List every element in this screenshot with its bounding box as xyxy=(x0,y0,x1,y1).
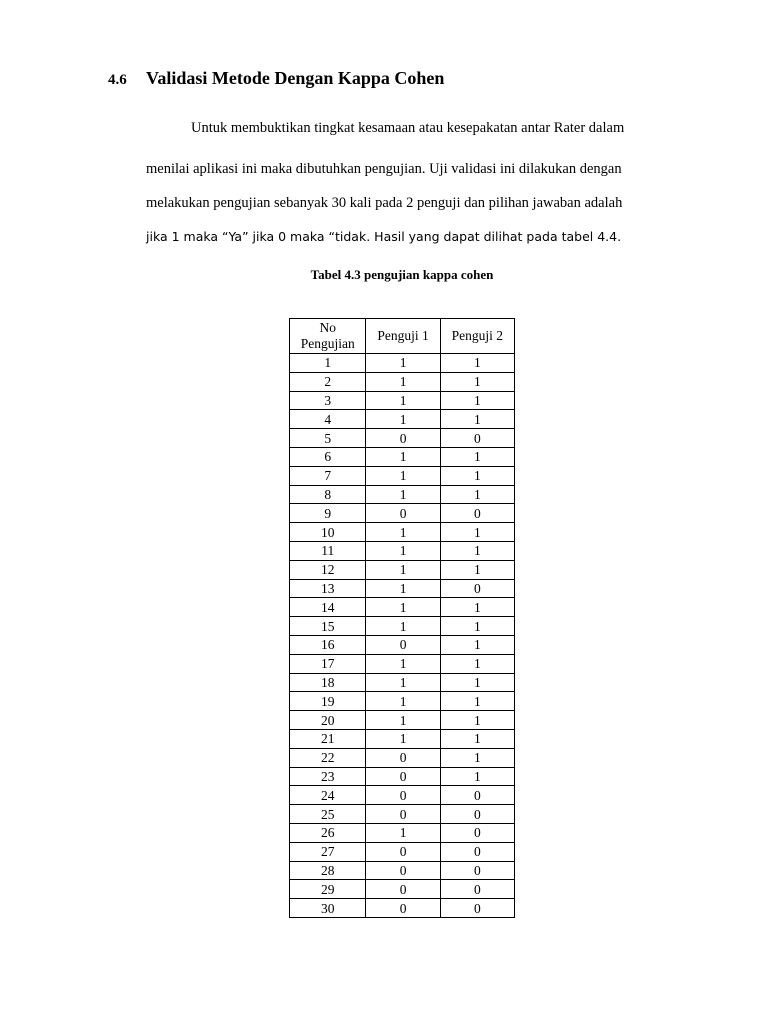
paragraph-line-1: Untuk membuktikan tingkat kesamaan atau kesepakatan antar Rater dalam xyxy=(191,120,625,136)
table-row xyxy=(290,899,515,918)
cell-penguji-2: 1 xyxy=(440,560,514,579)
cell-penguji-1: 0 xyxy=(366,767,440,786)
table-row xyxy=(290,372,515,391)
cell-penguji-1: 0 xyxy=(366,842,440,861)
table-row xyxy=(290,748,515,767)
table-row xyxy=(290,429,515,448)
table-row xyxy=(290,823,515,842)
cell-penguji-2: 0 xyxy=(440,861,514,880)
cell-penguji-2: 1 xyxy=(440,617,514,636)
cell-penguji-1: 1 xyxy=(366,579,440,598)
cell-penguji-1: 0 xyxy=(366,504,440,523)
cell-no: 26 xyxy=(290,823,366,842)
cell-penguji-2: 1 xyxy=(440,654,514,673)
header-no-line2: Pengujian xyxy=(300,336,355,351)
table-row xyxy=(290,786,515,805)
cell-penguji-1: 1 xyxy=(366,729,440,748)
cell-penguji-1: 1 xyxy=(366,523,440,542)
table-row xyxy=(290,729,515,748)
cell-penguji-1: 1 xyxy=(366,447,440,466)
cell-penguji-1: 0 xyxy=(366,861,440,880)
table-row xyxy=(290,598,515,617)
section-number: 4.6 xyxy=(108,72,127,88)
cell-no: 20 xyxy=(290,711,366,730)
cell-no: 25 xyxy=(290,805,366,824)
cell-no: 23 xyxy=(290,767,366,786)
cell-penguji-1: 1 xyxy=(366,391,440,410)
cell-no: 29 xyxy=(290,880,366,899)
cell-penguji-2: 1 xyxy=(440,410,514,429)
cell-penguji-2: 1 xyxy=(440,729,514,748)
cell-penguji-2: 1 xyxy=(440,485,514,504)
section-heading xyxy=(108,68,444,89)
cell-penguji-2: 1 xyxy=(440,673,514,692)
section-title: Validasi Metode Dengan Kappa Cohen xyxy=(146,68,445,88)
header-no-pengujian xyxy=(290,319,366,354)
cell-penguji-1: 0 xyxy=(366,880,440,899)
header-no-line1: No xyxy=(319,320,336,335)
header-penguji-1: Penguji 1 xyxy=(366,319,440,354)
cell-penguji-2: 1 xyxy=(440,391,514,410)
cell-no: 27 xyxy=(290,842,366,861)
cell-penguji-2: 0 xyxy=(440,880,514,899)
cell-penguji-2: 1 xyxy=(440,711,514,730)
cell-no: 17 xyxy=(290,654,366,673)
table-row xyxy=(290,842,515,861)
cell-penguji-1: 1 xyxy=(366,692,440,711)
cell-penguji-2: 0 xyxy=(440,786,514,805)
cell-penguji-2: 1 xyxy=(440,541,514,560)
cell-no: 28 xyxy=(290,861,366,880)
kappa-table xyxy=(289,318,515,918)
table-row xyxy=(290,673,515,692)
cell-penguji-1: 1 xyxy=(366,711,440,730)
cell-no: 15 xyxy=(290,617,366,636)
cell-no: 14 xyxy=(290,598,366,617)
table-row xyxy=(290,767,515,786)
cell-no: 24 xyxy=(290,786,366,805)
cell-no: 30 xyxy=(290,899,366,918)
cell-no: 16 xyxy=(290,635,366,654)
cell-penguji-1: 1 xyxy=(366,598,440,617)
cell-penguji-1: 0 xyxy=(366,429,440,448)
table-row xyxy=(290,692,515,711)
cell-penguji-1: 1 xyxy=(366,485,440,504)
table-row xyxy=(290,354,515,373)
cell-penguji-1: 0 xyxy=(366,805,440,824)
cell-penguji-2: 0 xyxy=(440,805,514,824)
cell-no: 3 xyxy=(290,391,366,410)
cell-penguji-1: 1 xyxy=(366,466,440,485)
table-row xyxy=(290,805,515,824)
table-caption: Tabel 4.3 pengujian kappa cohen xyxy=(310,267,494,282)
paragraph-line-2: menilai aplikasi ini maka dibutuhkan pengujian. Uji validasi ini dilakukan dengan xyxy=(146,161,622,177)
cell-no: 2 xyxy=(290,372,366,391)
table-row xyxy=(290,635,515,654)
cell-penguji-1: 1 xyxy=(366,673,440,692)
header-penguji-2: Penguji 2 xyxy=(440,319,514,354)
cell-penguji-2: 0 xyxy=(440,429,514,448)
table-header-row xyxy=(290,319,515,354)
table-row xyxy=(290,504,515,523)
cell-penguji-1: 1 xyxy=(366,560,440,579)
cell-no: 5 xyxy=(290,429,366,448)
cell-penguji-1: 1 xyxy=(366,354,440,373)
paragraph-line-3: melakukan pengujian sebanyak 30 kali pada 2 penguji dan pilihan jawaban adalah xyxy=(146,195,623,211)
table-row xyxy=(290,391,515,410)
cell-penguji-2: 1 xyxy=(440,523,514,542)
cell-penguji-1: 0 xyxy=(366,786,440,805)
table-row xyxy=(290,654,515,673)
cell-no: 11 xyxy=(290,541,366,560)
cell-no: 12 xyxy=(290,560,366,579)
cell-penguji-2: 1 xyxy=(440,767,514,786)
cell-penguji-2: 0 xyxy=(440,842,514,861)
cell-penguji-1: 0 xyxy=(366,635,440,654)
cell-no: 18 xyxy=(290,673,366,692)
cell-penguji-1: 0 xyxy=(366,899,440,918)
cell-penguji-2: 1 xyxy=(440,692,514,711)
cell-no: 4 xyxy=(290,410,366,429)
cell-penguji-1: 1 xyxy=(366,823,440,842)
cell-penguji-1: 0 xyxy=(366,748,440,767)
cell-penguji-1: 1 xyxy=(366,617,440,636)
table-row xyxy=(290,579,515,598)
cell-penguji-2: 1 xyxy=(440,354,514,373)
cell-penguji-2: 1 xyxy=(440,372,514,391)
paragraph-line-4 xyxy=(146,228,666,246)
cell-penguji-2: 0 xyxy=(440,579,514,598)
cell-penguji-1: 1 xyxy=(366,372,440,391)
cell-penguji-2: 0 xyxy=(440,899,514,918)
cell-no: 21 xyxy=(290,729,366,748)
cell-penguji-2: 0 xyxy=(440,823,514,842)
cell-no: 13 xyxy=(290,579,366,598)
table-row xyxy=(290,523,515,542)
table-body xyxy=(290,354,515,918)
cell-penguji-2: 1 xyxy=(440,635,514,654)
cell-penguji-1: 1 xyxy=(366,541,440,560)
table-row xyxy=(290,861,515,880)
cell-no: 19 xyxy=(290,692,366,711)
cell-penguji-1: 1 xyxy=(366,654,440,673)
cell-penguji-2: 1 xyxy=(440,466,514,485)
table-row xyxy=(290,466,515,485)
cell-no: 6 xyxy=(290,447,366,466)
cell-no: 7 xyxy=(290,466,366,485)
table-row xyxy=(290,560,515,579)
cell-penguji-1: 1 xyxy=(366,410,440,429)
table-row xyxy=(290,485,515,504)
paragraph-line-4-part-b: . Hasil yang dapat dilihat pada tabel 4.4. xyxy=(366,229,622,244)
cell-penguji-2: 1 xyxy=(440,447,514,466)
table-row xyxy=(290,447,515,466)
cell-no: 1 xyxy=(290,354,366,373)
cell-penguji-2: 1 xyxy=(440,598,514,617)
table-row xyxy=(290,711,515,730)
paragraph-line-4-part-a: jika 1 maka “Ya” jika 0 maka “tidak xyxy=(146,229,367,244)
cell-penguji-2: 1 xyxy=(440,748,514,767)
cell-no: 9 xyxy=(290,504,366,523)
table-row xyxy=(290,541,515,560)
cell-no: 10 xyxy=(290,523,366,542)
cell-penguji-2: 0 xyxy=(440,504,514,523)
cell-no: 8 xyxy=(290,485,366,504)
table-row xyxy=(290,880,515,899)
table-row xyxy=(290,617,515,636)
table-row xyxy=(290,410,515,429)
cell-no: 22 xyxy=(290,748,366,767)
